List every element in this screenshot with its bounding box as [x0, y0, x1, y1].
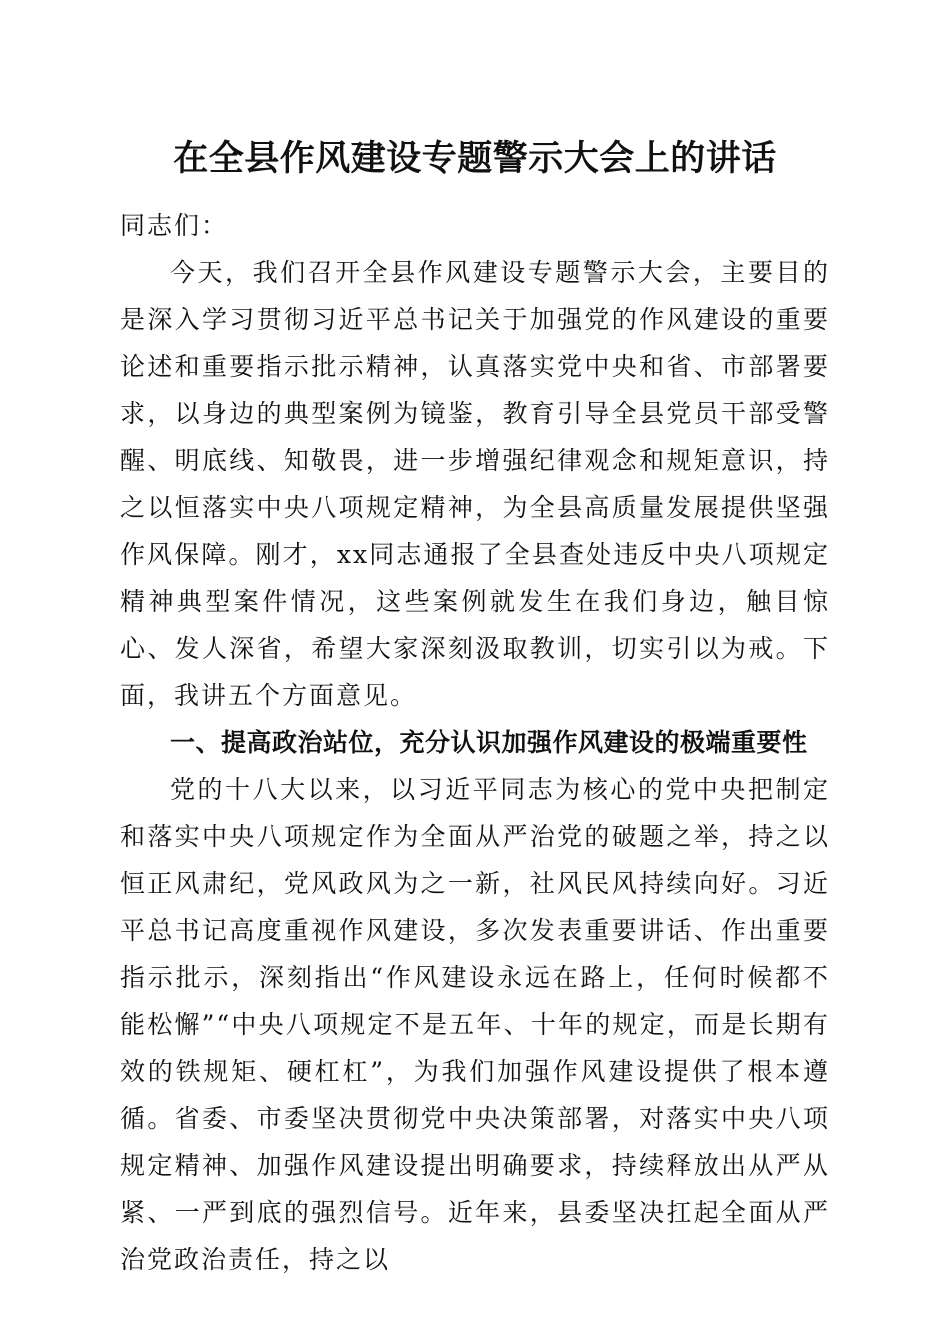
section-heading-1: 一、提高政治站位，充分认识加强作风建设的极端重要性 [170, 728, 808, 757]
document-body [120, 202, 830, 1283]
opening-paragraph: 今天，我们召开全县作风建设专题警示大会，主要目的是深入学习贯彻习近平总书记关于加强党的作风建设的重要论述和重要指示批示精神，认真落实党中央和省、市部署要求，以身边的典型案例为镜鉴，教育引导全县党员干部受警醒、明底线、知敬畏，进一步增强纪律观念和规矩意识，持之以恒落实中央八项规定精神，为全县高质量发展提供坚强作风保障。刚才，xx同志通报了全县查处违反中央八项规定精神典型案件情况，这些案例就发生在我们身边，触目惊心、发人深省，希望大家深刻汲取教训，切实引以为戒。下面，我讲五个方面意见。 [120, 258, 830, 710]
document-title: 在全县作风建设专题警示大会上的讲话 [173, 138, 777, 179]
section-1-paragraph: 党的十八大以来，以习近平同志为核心的党中央把制定和落实中央八项规定作为全面从严治党的破题之举，持之以恒正风肃纪，党风政风为之一新，社风民风持续向好。习近平总书记高度重视作风建设，多次发表重要讲话、作出重要指示批示，深刻指出“作风建设永远在路上，任何时候都不能松懈”“中央八项规定不是五年、十年的规定，而是长期有效的铁规矩、硬杠杠”，为我们加强作风建设提供了根本遵循。省委、市委坚决贯彻党中央决策部署，对落实中央八项规定精神、加强作风建设提出明确要求，持续释放出从严从紧、一严到底的强烈信号。近年来，县委坚决扛起全面从严治党政治责任，持之以 [120, 775, 830, 1274]
salutation: 同志们： [120, 211, 229, 240]
